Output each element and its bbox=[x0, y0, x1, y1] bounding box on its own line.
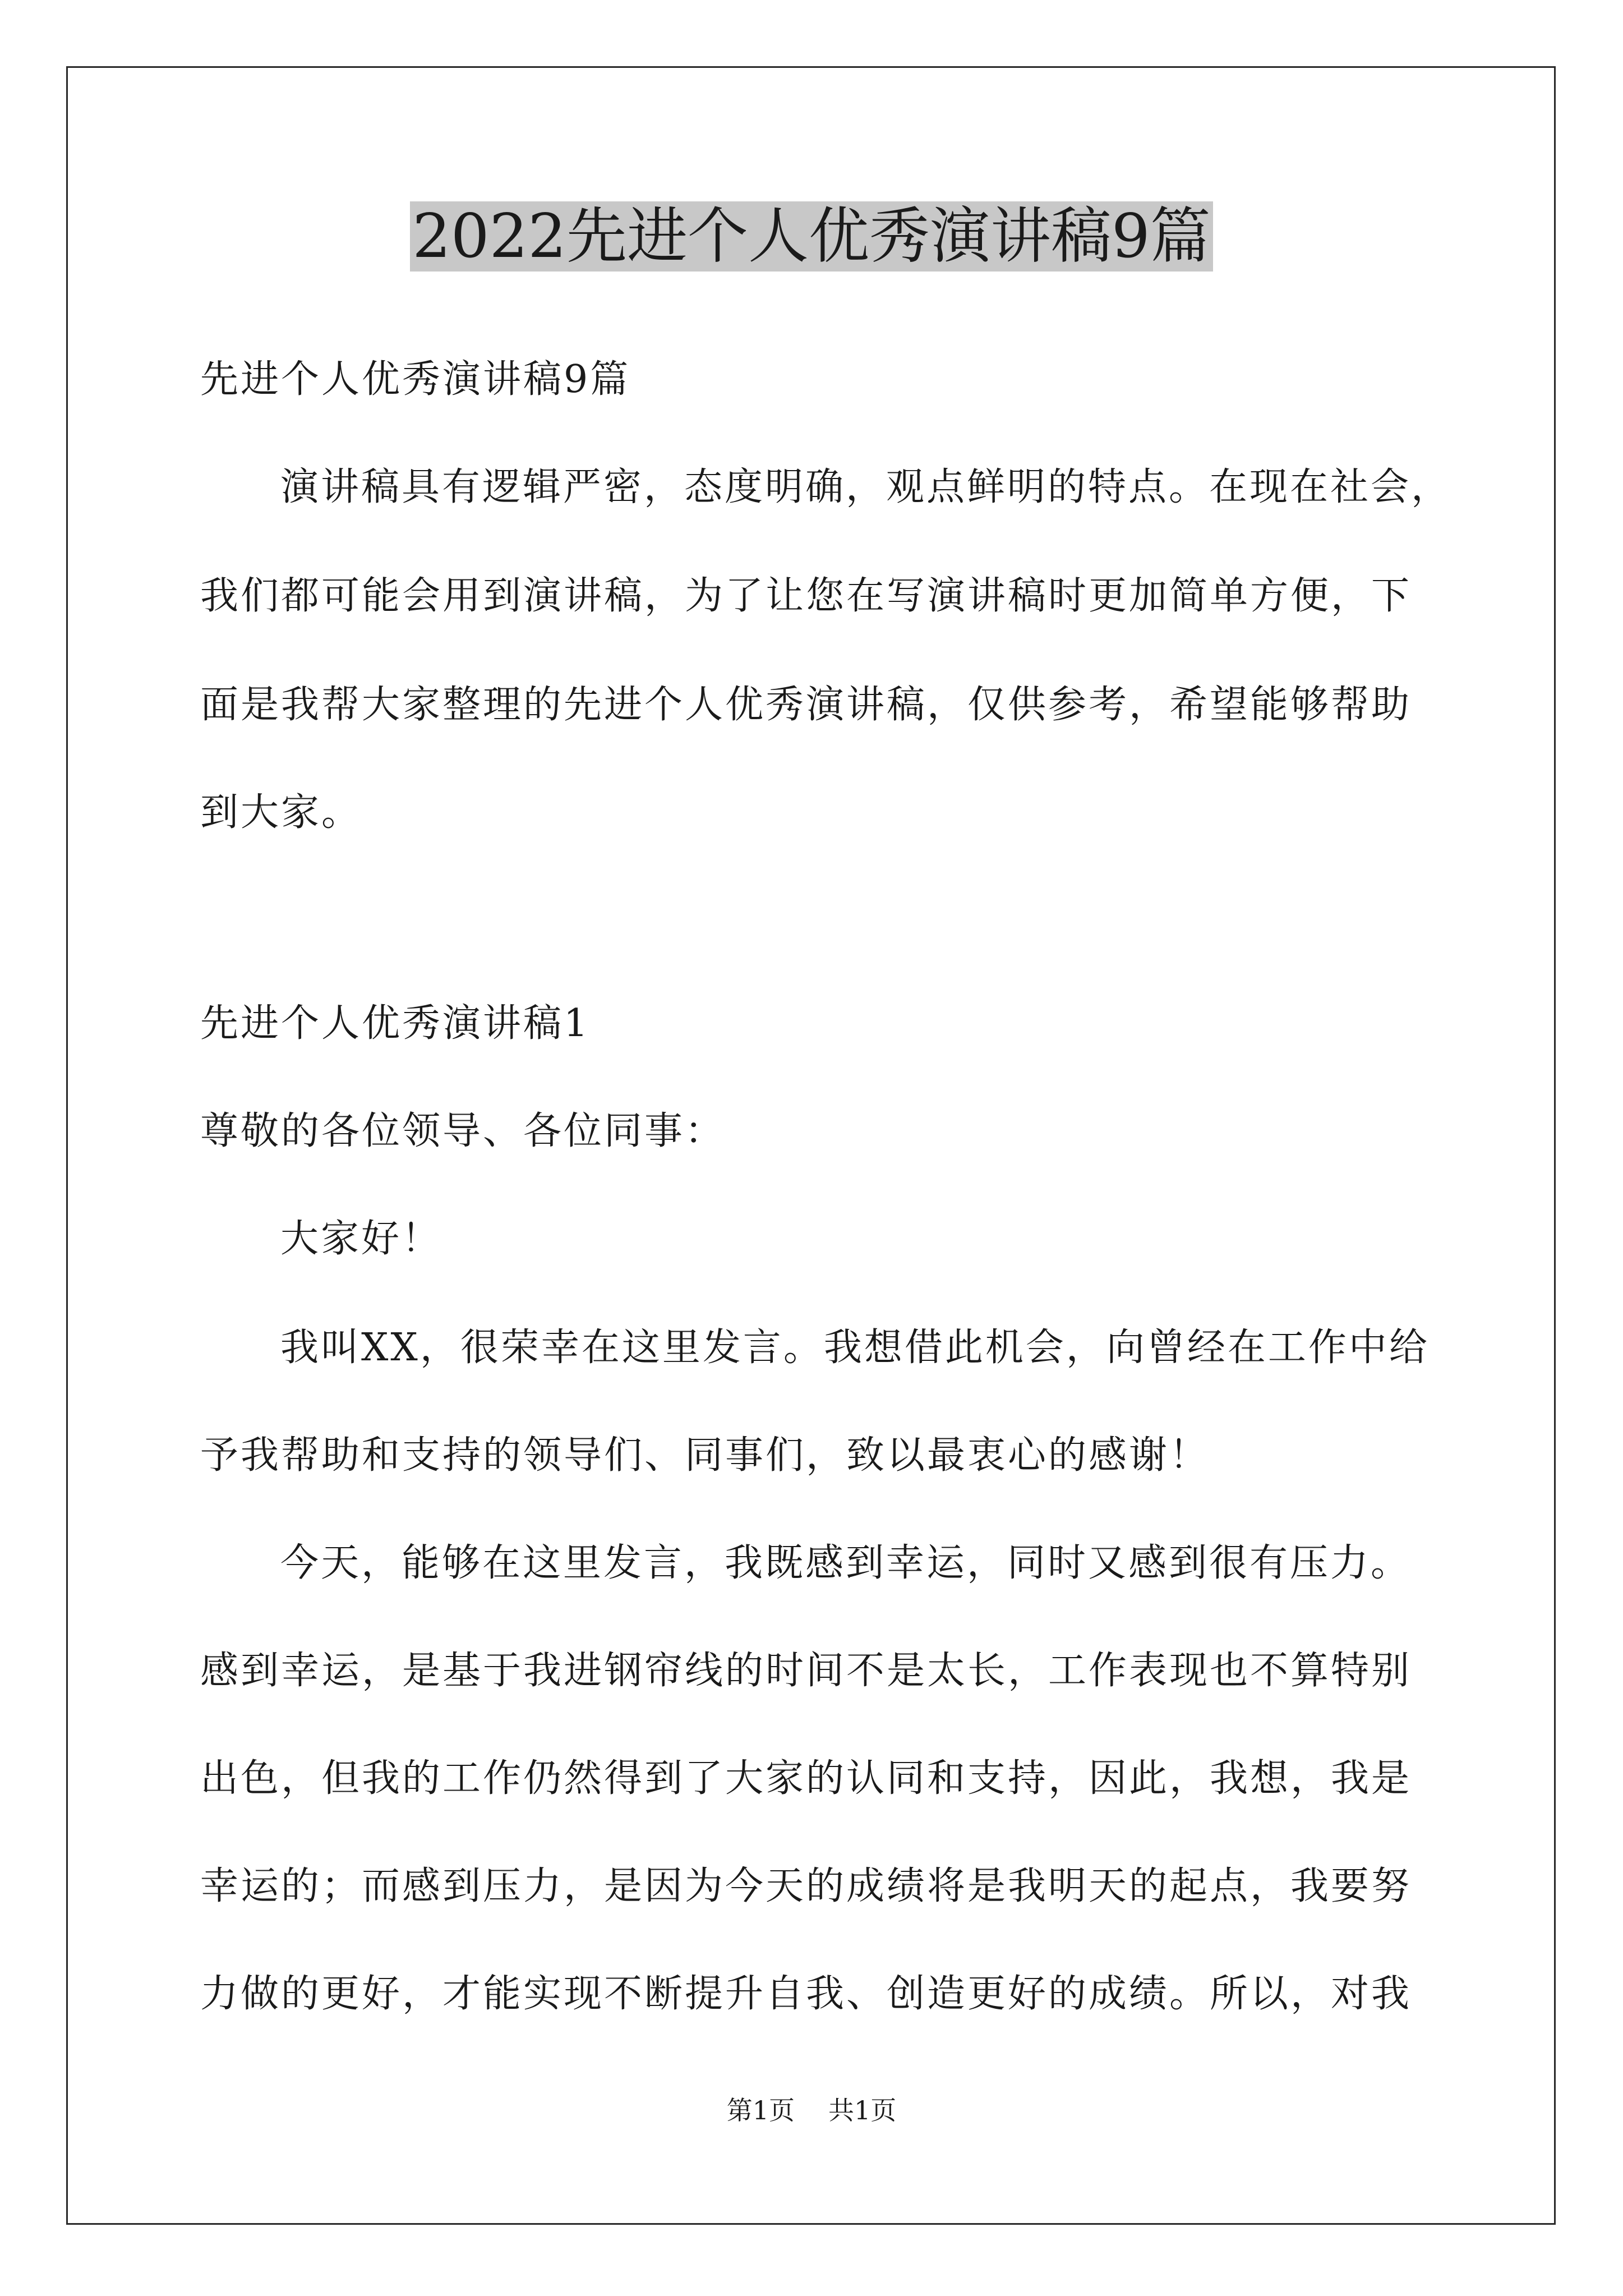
paragraph-line: 出色，但我的工作仍然得到了大家的认同和支持，因此，我想，我是 bbox=[200, 1756, 1412, 1801]
paragraph-line: 我叫XX，很荣幸在这里发言。我想借此机会，向曾经在工作中给 bbox=[280, 1326, 1430, 1370]
paragraph-line: 演讲稿具有逻辑严密，态度明确，观点鲜明的特点。在现在社会， bbox=[280, 465, 1452, 509]
page-number: 第1页 bbox=[726, 2095, 795, 2125]
document-title-text: 2022先进个人优秀演讲稿9篇 bbox=[410, 201, 1213, 272]
section-heading: 先进个人优秀演讲稿1 bbox=[200, 1001, 591, 1046]
paragraph-line: 今天，能够在这里发言，我既感到幸运，同时又感到很有压力。 bbox=[280, 1541, 1412, 1585]
paragraph-line: 面是我帮大家整理的先进个人优秀演讲稿，仅供参考，希望能够帮助 bbox=[200, 683, 1412, 727]
paragraph-line: 到大家。 bbox=[200, 790, 362, 835]
paragraph-line: 力做的更好，才能实现不断提升自我、创造更好的成绩。所以，对我 bbox=[200, 1972, 1412, 2016]
paragraph-line: 我们都可能会用到演讲稿，为了让您在写演讲稿时更加简单方便，下 bbox=[200, 574, 1412, 618]
subtitle-line: 先进个人优秀演讲稿9篇 bbox=[200, 357, 631, 402]
paragraph-line: 感到幸运，是基于我进钢帘线的时间不是太长，工作表现也不算特别 bbox=[200, 1649, 1412, 1693]
paragraph-line: 幸运的；而感到压力，是因为今天的成绩将是我明天的起点，我要努 bbox=[200, 1864, 1412, 1908]
document-title bbox=[0, 197, 1623, 276]
page-footer bbox=[0, 2093, 1623, 2127]
greeting-line: 大家好！ bbox=[280, 1217, 442, 1261]
page-total: 共1页 bbox=[828, 2095, 897, 2125]
paragraph-line: 予我帮助和支持的领导们、同事们，致以最衷心的感谢！ bbox=[200, 1433, 1210, 1478]
salutation-line: 尊敬的各位领导、各位同事： bbox=[200, 1109, 726, 1153]
